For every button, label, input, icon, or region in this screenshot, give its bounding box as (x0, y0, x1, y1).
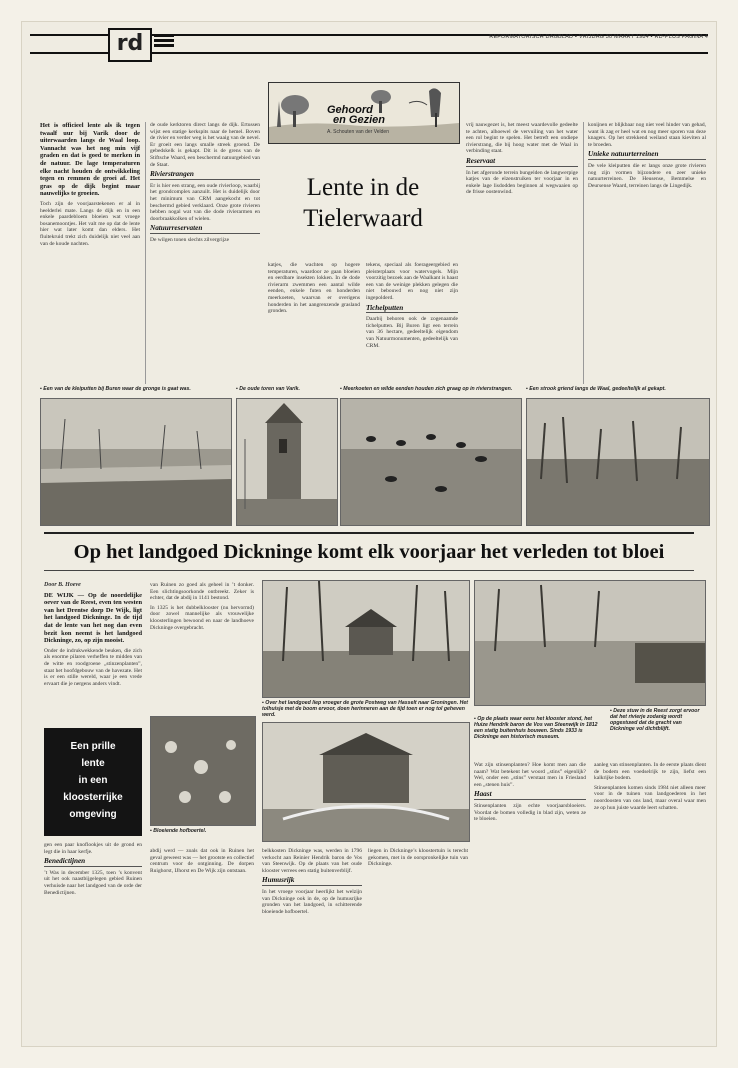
article1-col5-text-b: In het afgeronde terrein bungelden de langwerpige katjes van de elzenstruiken ter voorjaar in en enkele lage lisdodden beginnen al wegwaaien op de frisse oostenwind. (466, 169, 578, 196)
rubric-title-line1: Gehoord (327, 104, 373, 116)
newspaper-logo: rd (108, 28, 152, 62)
rubric-title (327, 105, 385, 125)
photo-buitenhuis (262, 722, 470, 842)
photo-hofboertel (150, 716, 256, 826)
photo-meerkoeten (340, 398, 522, 526)
article2-byline: Door B. Hoeve (44, 582, 81, 588)
photo-griend (526, 398, 710, 526)
masthead (30, 26, 708, 62)
article2-column-2 (150, 582, 254, 712)
article2-column-right2 (594, 762, 706, 1038)
column-divider (145, 122, 146, 384)
rubric-box (268, 82, 460, 144)
article1-col6-text-b: De vele kleiputten die er langs onze grote rivieren nog zijn vormen bijzondere en zeer unieke natuurterreinen. De Heusense, Bemmelse en Deursense Waard, terreinen langs de Lingedijk. (588, 162, 706, 189)
article1-column-4 (366, 262, 458, 384)
photo-kleiputten (40, 398, 232, 526)
article1-col4-text: tekens, speciaal als foerageergebied en pleisterplaats voor watervogels. Mijn voorzitig bezoek aan de Waalkant is haast een van de weinige plekken gelegen die niet bebouwd en nog niet zijn ingepolderd. (366, 262, 458, 301)
article2-col1-text-b: gen een paar knoflookjes uit de grond en legt die in haar kerfje. (44, 842, 142, 855)
photo-caption-stuw: ▪ Deze stuw in de Reest zorgt ervoor dat het rivierje zodanig wordt opgestuwd dat de gracht van Dickninge vol dichtblijft. (610, 708, 700, 732)
article1-column-5 (466, 122, 578, 384)
photo-caption-2: ▪ De oude toren van Varik. (236, 386, 300, 392)
article2-col-right1-text-b: liegen in Dickninge’s kloostertuin is terecht gekomen, met in de oorspronkelijke tuin van Dickninge. (368, 848, 468, 868)
promo-line-1: Een prille (70, 741, 116, 752)
article1-headline-line2: Tielerwaard (303, 205, 423, 232)
article2-column-mid2 (262, 848, 362, 1038)
subhead-unieke-natuurterreinen: Unieke natuurterreinen (588, 151, 706, 160)
rubric-author: A. Schouten van der Velden (327, 129, 389, 135)
column-divider (583, 122, 584, 384)
subhead-reservaat: Reservaat (466, 158, 578, 167)
article1-column-3 (268, 262, 360, 384)
article1-col6-text: konijnen er blijkbaar nog niet veel hinder van gehad, want ik zag er heel wat en nog meer sporen van deze knagers. Op het strekkend weiland staan kieviten al te broeden. (588, 122, 706, 148)
article2-column-right1 (474, 762, 586, 1038)
article2-col-right1-text-c: Stinsenplanten zijn echte voorjaarsbloeiers. Voordat de bomen volledig in blad zijn, weten ze te bloeien. (474, 802, 586, 823)
article2-column-1b (44, 842, 142, 1038)
article2-col-mid-text: abdij werd — zoals dat ook in Ruinen het geval geweest was — het grootste en collectief centrum voor de ontginning. De dorpen Ruighorst, IJhorst en De Wijk zijn ontstaan. (150, 848, 254, 874)
article2-col2-text-b: In 1325 is het dubbelklooster (nu hervormd) door zowel mannelijke als vrouwelijke kloosterlingen bewoond en naar de landhoeve Dickninge overgebracht. (150, 604, 254, 631)
photo-caption-tolhuisje: ▪ Over het landgoed liep vroeger de grote Postweg van Hasselt naar Groningen. Het tolhuisje met de boom ervoor, doen herinneren aan de tijd toen er nog tol geheven werd. (262, 700, 468, 718)
article1-column-6 (588, 122, 706, 384)
photo-caption-1: ▪ Een van de kleiputten bij Buren waar de gronge is gaat was. (40, 386, 191, 392)
rubric-title-line2: en Gezien (333, 114, 385, 126)
article2-col2-text: van Ruinen zo goed als geheel in ’t donker. Een slichtingsoorkonde ontbreekt. Zeker is echter, dat de abdij in 1141 bestond. (150, 582, 254, 602)
newspaper-page (22, 22, 716, 1046)
article1-col2-text-c: De wilgen tonen slechts zilvergrijze (150, 236, 230, 243)
promo-line-3: in een (78, 775, 108, 786)
article2-headline: Op het landgoed Dickninge komt elk voorjaar het verleden tot bloei (44, 532, 694, 571)
article1-col3-text: katjes, die wachten op hogere temperaturen, waardoor ze gaan bloeien en eerdbare insekten lokken. In de dode rivierarm zwemmen een aantal wilde eenden, enkele futen en honderden meerkoeten, waarvan er overigens honderden in het aangrenzende grasland gronden. (268, 262, 360, 315)
photo-stuw (474, 580, 706, 706)
article2-col1-text-c: ’t Was in december 1325, toen ’s konvent uit het ook naastbijgelegen gebied Ruinen verhuisde naar het landgoed van de orde der Benedictijnen. (44, 869, 142, 896)
article2-col-mid2-text-b: In het vroege voorjaar heerlijkt het welzijn van Dickninge ook in de, op de humusrijke gronden van het landgoed, in schitterende bloeiende hofboertel. (262, 888, 362, 915)
paper-info: REFORMATORISCH DAGBLAD ▪ VRIJDAG 30 MAART 1984 ▪ RD-PLUS PAGINA 4 (489, 34, 708, 40)
article2-col-right2-text-b: Stinsenplanten komen sinds 1984 niet alleen meer voor in de tuinen van landgoederen in het noordoosten van ons land, maar overal waar men ze op hun juiste waarde leert schatten. (594, 784, 706, 811)
photo-caption-buitenhuis: ▪ Op de plaats waar eens het klooster stond, het Huize Hendrik baron de Vos van Steenwijk in 1812 een statig buitenhuis bouwen. Sinds 1933 is Dickninge een historisch museum. (474, 716, 598, 740)
subhead-benedictijnen: Benedictijnen (44, 858, 142, 867)
promo-line-4: kloosterrijke (63, 792, 123, 803)
article1-col2-text: de oude kerktoren direct langs de dijk. Ertussen wijst een statige kerkspits naar de hemel. Boven de rivier en verder weg is het waaig van de nevel. Er groeit een langs smalle streek groend. De gebedskelk is gekapt. Dit is de grens van de Stiftsche Waard, een beschermd natuurgebied van de Staat. (150, 122, 260, 168)
photo-caption-4: ▪ Een strook griend langs de Waal, gedeeltelijk al gekapt. (526, 386, 666, 392)
article2-col-right1-text: Wat zijn stinsenplanten? Hoe komt men aan die naam? Wat betekent het woord „stins” eigenlijk? Wel, onder een „stins” verstaat men in Friesland een „stenen huis”. (474, 762, 586, 788)
article1-lead: Het is officieel lente als ik tegen twaalf uur bij Varik door de uiterwaarden langs de Waal loop. Vannacht was het nog min vijf graden en dat is goed te merken in de natuur. De lage temperaturen elke nacht houden de ontwikkeling tegen en remmen de groei af. Het gras op de dijk begint maar nauwelijks te groeien. (40, 122, 140, 198)
photo-caption-3: ▪ Meerkoeten en wilde eenden houden zich graag op in rivierstrangen. (340, 386, 513, 392)
logo-bars-icon (154, 34, 174, 52)
article1-col5-text: vrij nauwgezet is, het meest waardevolle gedeelte te achten, alhoewel de vervuiling van het water een rol begint te spelen. Het betreft een ondiepe rivierstrang, die bij hoog water met de Waal in verbinding staat. (466, 122, 578, 155)
article2-column-mid3 (368, 848, 468, 1038)
promo-box (44, 728, 142, 836)
subhead-haast: Haast (474, 791, 586, 800)
subhead-tichelputten: Tichelputten (366, 305, 458, 314)
article2-column-1 (44, 582, 142, 726)
article1-col4-text-b: Daarbij behoren ook de zogenaamde tichelputten. Bij Buren ligt een terrein van 36 hectare, gedeeltelijk eigendom van Natuurmonumenten, gedeeltelijk van CRM. (366, 316, 458, 349)
article1-headline (268, 172, 458, 234)
subhead-rivierstrangen: Rivierstrangen (150, 171, 260, 180)
promo-line-5: omgeving (69, 809, 117, 820)
article1-column-1 (40, 122, 140, 384)
photo-strip (40, 386, 708, 526)
photo-oude-toren (236, 398, 338, 526)
article2-lead: DE WIJK — Op de noordelijke oever van de Reest, even ten westen van het Drentse dorp De Wijk, ligt het landgoed Dickninge. In de tijd dat de lente van het nog dan even bezit kon neemt is het landgoed Dickninge, zo, op zijn mooist. (44, 591, 142, 645)
subhead-natuurreservaten: Natuurreservaten (150, 225, 260, 234)
article1-column-2 (150, 122, 260, 384)
promo-line-2: lente (81, 758, 105, 769)
subhead-humusrijk: Humusrijk (262, 877, 362, 886)
article1-col2-text-b: Er is hier een strang, een oude rivierloop, waarbij het grondcomplex aanzuilt. Het is duidelijk door het minimum van CRM aangekocht en tot beschermd gebied verklaard. Onze grote rivieren hebben nogal wat van die dode rivierarmen en doorbraakkolken of wielen. (150, 182, 260, 222)
photo-tolhuisje (262, 580, 470, 698)
article1-col1-text: Toch zijn de voorjaarstekenen er al in heelderlei mate. Langs de dijk en in een enkele paardebloem bloeien wat vroege bosanemoontjes. Het valt me op dat de lente hier wat later komt dan elders. Het fluitekruid trekt zich duidelijk niet veel aan van de koude nachten. (40, 200, 140, 247)
article1-headline-line1: Lente in de (306, 174, 420, 201)
article2-col-mid2-text: belkkosten Dickninge was, werden in 1796 verkocht aan Reinier Hendrik baron de Vos van Steenwijk. Op de plaats van het oude klooster verrees een statig buitenverblijf. (262, 848, 362, 874)
photo-caption-hofboertel: ▪ Bloeiende hofboertel. (150, 828, 207, 834)
article2-col1-text: Onder de indrukwekkende beuken, die zich als enorme pilaren verheffen te midden van de witte en roodgroene „stinzenplanten”, staat het hoofdgebouw van de havezate. Het is er een stille wereld, waar je een vrede ervaart die je nergens anders vindt. (44, 647, 142, 687)
article2-column-mid (150, 848, 254, 1038)
article2-col-right2-text: aanleg van stinsenplanten. In de eerste plaats dient de bodem een voedselrijk te zijn, liefst een kalkrijke bodem. (594, 762, 706, 782)
